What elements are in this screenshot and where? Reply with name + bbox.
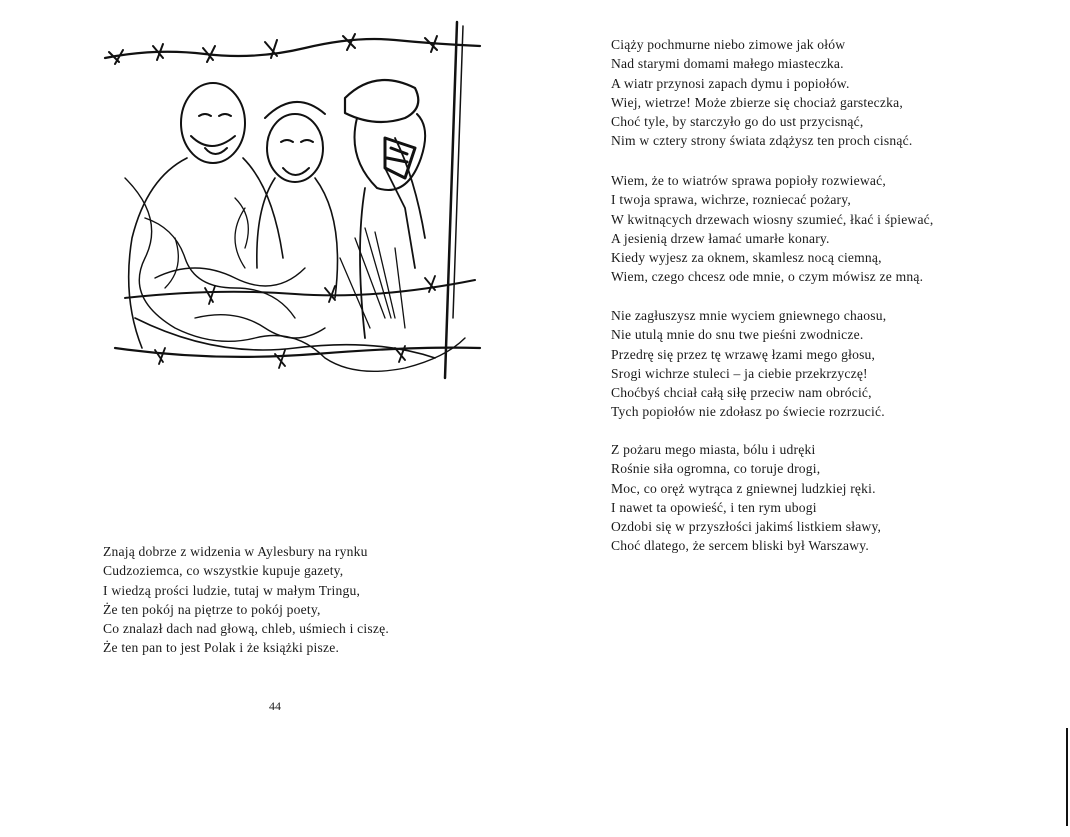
verse-line: A wiatr przynosi zapach dymu i popiołów. [611,75,850,91]
right-page [535,0,1070,837]
verse-line: I nawet ta opowieść, i ten rym ubogi [611,499,817,515]
verse-line: Przedrę się przez tę wrzawę łzami mego głosu, [611,346,876,362]
verse-line: Rośnie siła ogromna, co toruje drogi, [611,461,821,477]
verse-line: I twoja sprawa, wichrze, rozniecać pożary, [611,192,851,208]
verse-line: Moc, co oręż wytrąca z gniewnej ludzkiej ręki. [611,480,876,496]
verse-line: Wiem, że to wiatrów sprawa popioły rozwiewać, [611,173,886,188]
poem-stanza-1 [611,35,912,151]
poem-stanza-left [103,542,389,658]
verse-line: Tych popiołów nie zdołasz po świecie rozrzucić. [611,404,885,420]
verse-line: Choć tyle, by starczyło go do ust przycisnąć, [611,114,864,130]
verse-line: Nad starymi domami małego miasteczka. [611,56,844,72]
verse-line: Że ten pokój na piętrze to pokój poety, [103,601,321,617]
verse-line: Ciąży pochmurne niebo zimowe jak ołów [611,37,846,52]
page-number: 44 [269,699,281,713]
verse-line: Że ten pan to jest Polak i że książki pisze. [103,640,340,656]
verse-line: Cudzoziemca, co wszystkie kupuje gazety, [103,563,344,579]
verse-line: Nie zagłuszysz mnie wyciem gniewnego chaosu, [611,308,887,323]
poem-stanza-2 [611,171,934,287]
poem-stanza-4 [611,440,881,556]
verse-line: Wiej, wietrze! Może zbierze się chociaż garsteczka, [611,94,903,110]
sketch-figures-behind-barbed-wire-icon [95,18,485,393]
verse-line: Wiem, czego chcesz ode mnie, o czym mówisz ze mną. [611,269,924,285]
verse-line: Co znalazł dach nad głową, chleb, uśmiech i ciszę. [103,621,389,637]
verse-line: Choć dlatego, że sercem bliski był Warszawy. [611,538,869,554]
verse-line: Srogi wichrze stuleci – ja ciebie przekrzyczę! [611,365,868,381]
verse-line: Kiedy wyjesz za oknem, skamlesz nocą ciemną, [611,250,882,266]
page-edge-line [1066,728,1068,826]
verse-line: W kwitnących drzewach wiosny szumieć, łkać i śpiewać, [611,211,934,227]
verse-line: I wiedzą prości ludzie, tutaj w małym Tringu, [103,582,361,598]
illustration [95,18,485,393]
verse-line: A jesienią drzew łamać umarłe konary. [611,230,830,246]
verse-line: Nim w cztery strony świata zdążysz ten proch cisnąć. [611,133,913,149]
verse-line: Ozdobi się w przyszłości jakimś listkiem sławy, [611,519,882,535]
verse-line: Znają dobrze z widzenia w Aylesbury na rynku [103,544,368,559]
verse-line: Z pożaru mego miasta, bólu i udręki [611,442,816,457]
poem-stanza-3 [611,306,886,422]
verse-line: Nie utulą mnie do snu twe pieśni zwodnicze. [611,327,864,343]
verse-line: Choćbyś chciał całą siłę przeciw nam obrócić, [611,385,872,401]
